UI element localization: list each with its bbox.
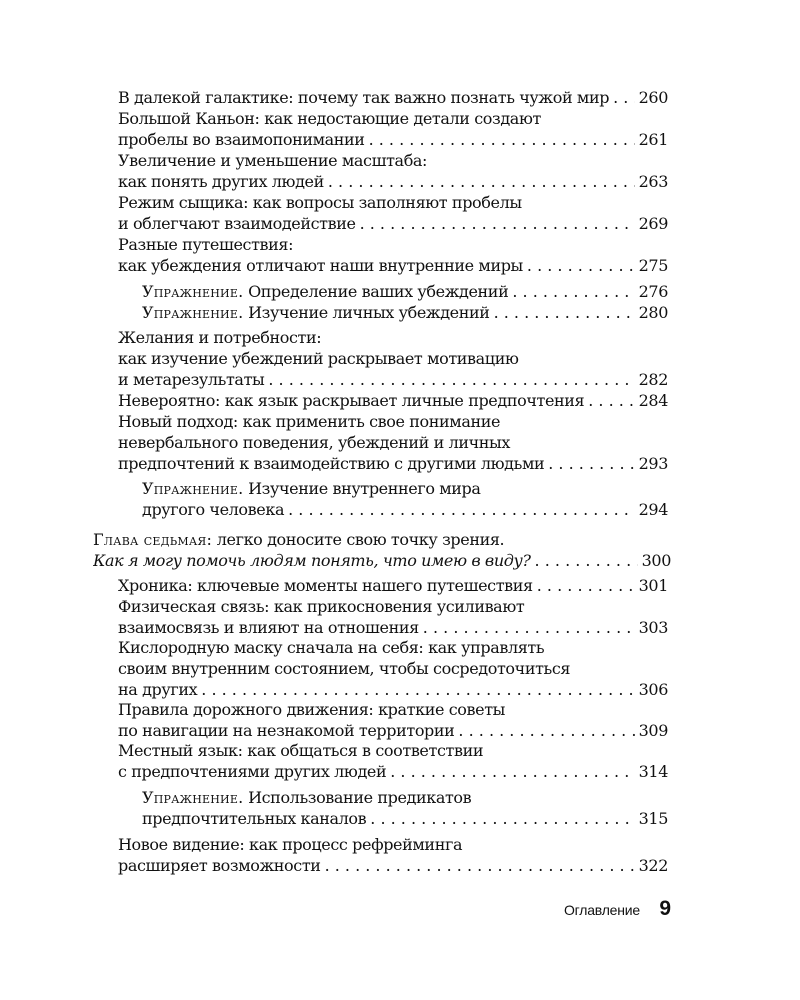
exercise-label: Упражнение. — [142, 282, 244, 301]
toc-entry: Разные путешествия: как убеждения отличают наши внутренние миры . . . 275 — [118, 234, 668, 276]
exercise-label: Упражнение. — [142, 479, 244, 498]
toc-exercise: Упражнение. Изучение личных убеждений . . . 280 — [142, 302, 668, 323]
toc-entry: Кислородную маску сначала на себя: как управлять своим внутренним состоянием, чтобы сосредоточиться на других . . . 306 — [118, 637, 668, 700]
folio-number: 9 — [659, 897, 671, 920]
page-number: 314 — [638, 762, 668, 781]
toc-entry: Местный язык: как общаться в соответствии с предпочтениями других людей . . . 314 — [118, 740, 668, 782]
toc-entry: Новый подход: как применить свое понимание невербального поведения, убеждений и личных предпочтений к взаимодействию с другими людьми . . . 293 — [118, 411, 668, 474]
toc-entry: Увеличение и уменьшение масштаба: как понять других людей . . . 263 — [118, 150, 668, 192]
dot-leader — [369, 129, 635, 150]
toc-entry: Режим сыщика: как вопросы заполняют пробелы и облегчают взаимодействие . . . 269 — [118, 192, 668, 234]
dot-leader — [328, 171, 635, 192]
page-number: 280 — [638, 303, 668, 322]
page-number: 260 — [638, 88, 668, 107]
toc-entry: Невероятно: как язык раскрывает личные предпочтения . . . 284 — [118, 390, 668, 411]
dot-leader — [201, 679, 634, 700]
dot-leader — [537, 575, 635, 596]
page-number: 300 — [641, 551, 671, 570]
page-number: 303 — [638, 618, 668, 637]
page-number: 276 — [638, 282, 668, 301]
page-number: 322 — [638, 856, 668, 875]
dot-leader — [325, 855, 635, 876]
dot-leader — [423, 617, 635, 638]
dot-leader — [494, 302, 635, 323]
dot-leader — [268, 369, 634, 390]
chapter-subtitle: Как я могу помочь людям понять, что имею в виду? — [93, 551, 531, 570]
dot-leader — [360, 213, 635, 234]
running-footer-title: Оглавление — [563, 902, 640, 918]
page-number: 261 — [638, 130, 668, 149]
dot-leader — [527, 255, 635, 276]
page-number: 269 — [638, 214, 668, 233]
chapter-label: Глава седьмая: — [93, 530, 213, 549]
dot-leader — [535, 550, 638, 571]
chapter-heading: Глава седьмая: легко доносите свою точку зрения. Как я могу помочь людям понять, что имею в виду? . . . 300 — [93, 529, 671, 571]
toc-entry: Физическая связь: как прикосновения усиливают взаимосвязь и влияют на отношения . . . 303 — [118, 596, 668, 638]
exercise-label: Упражнение. — [142, 788, 244, 807]
page-number: 263 — [638, 172, 668, 191]
page-number: 301 — [638, 576, 668, 595]
toc-entry: Новое видение: как процесс рефрейминга расширяет возможности . . . 322 — [118, 834, 668, 876]
toc-exercise: Упражнение. Использование предикатов предпочтительных каналов . . . 315 — [142, 787, 668, 829]
toc-entry: В далекой галактике: почему так важно познать чужой мир . . . 260 — [118, 87, 668, 108]
page-number: 315 — [638, 809, 668, 828]
toc-entry: Желания и потребности: как изучение убеждений раскрывает мотивацию и метарезультаты . . . 282 — [118, 327, 668, 390]
page-number: 306 — [638, 680, 668, 699]
exercise-label: Упражнение. — [142, 303, 244, 322]
page-footer — [560, 897, 673, 923]
dot-leader — [370, 808, 634, 829]
dot-leader — [288, 499, 635, 520]
page-number: 293 — [638, 454, 668, 473]
toc-entry: Хроника: ключевые моменты нашего путешествия . . . 301 — [118, 575, 668, 596]
page-number: 284 — [638, 391, 668, 410]
page-number: 275 — [638, 256, 668, 275]
toc-exercise: Упражнение. Определение ваших убеждений . . . 276 — [142, 281, 668, 302]
dot-leader — [390, 761, 634, 782]
dot-leader — [588, 390, 634, 411]
toc-entry: Большой Каньон: как недостающие детали создают пробелы во взаимопонимании . . . 261 — [118, 108, 668, 150]
page-number: 282 — [638, 370, 668, 389]
dot-leader — [613, 87, 635, 108]
dot-leader — [548, 453, 634, 474]
page-number: 309 — [638, 721, 668, 740]
toc-entry: Правила дорожного движения: краткие советы по навигации на незнакомой территории . . . 309 — [118, 699, 668, 741]
toc-exercise: Упражнение. Изучение внутреннего мира другого человека . . . 294 — [142, 478, 668, 520]
dot-leader — [458, 720, 634, 741]
page-number: 294 — [638, 500, 668, 519]
dot-leader — [512, 281, 634, 302]
